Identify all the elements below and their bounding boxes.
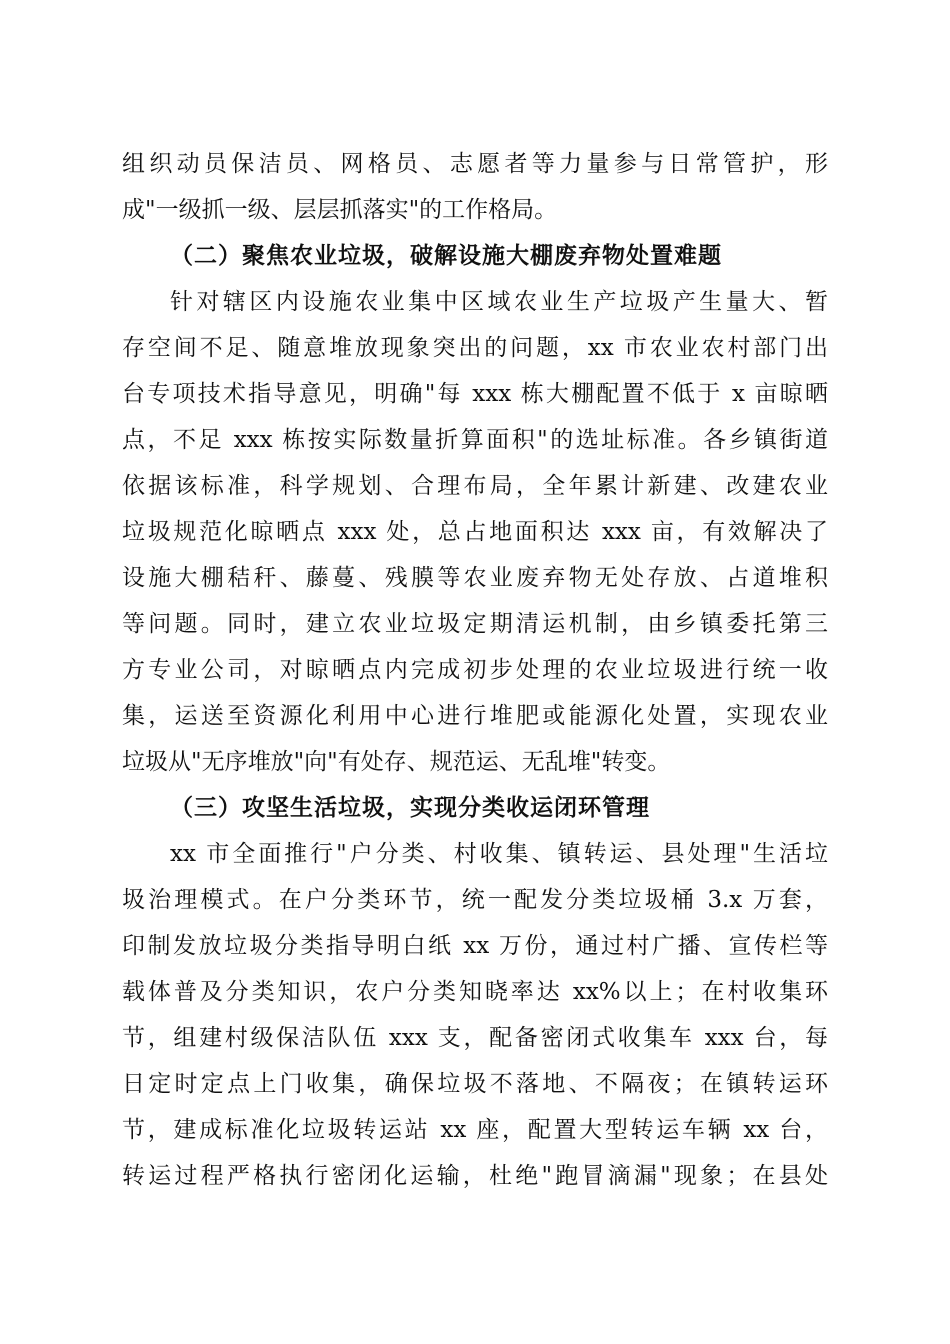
body-text-line: 转运过程严格执行密闭化运输，杜绝"跑冒滴漏"现象；在县处 bbox=[122, 1163, 828, 1189]
body-text-line: 依据该标准，科学规划、合理布局，全年累计新建、改建农业 bbox=[122, 473, 828, 499]
body-text-line: 节，组建村级保洁队伍 xxx 支，配备密闭式收集车 xxx 台，每 bbox=[122, 1025, 828, 1051]
body-text-line: 等问题。同时，建立农业垃圾定期清运机制，由乡镇委托第三 bbox=[122, 611, 828, 637]
body-text-line: 设施大棚秸秆、藤蔓、残膜等农业废弃物无处存放、占道堆积 bbox=[122, 565, 828, 591]
body-text-line: 集，运送至资源化利用中心进行堆肥或能源化处置，实现农业 bbox=[122, 703, 828, 729]
body-text-line: 载体普及分类知识，农户分类知晓率达 xx%以上；在村收集环 bbox=[122, 979, 828, 1005]
body-text-line: 节，建成标准化垃圾转运站 xx 座，配置大型转运车辆 xx 台， bbox=[122, 1117, 828, 1143]
section-heading-2: （二）聚焦农业垃圾，破解设施大棚废弃物处置难题 bbox=[170, 243, 722, 269]
paragraph-first-line: 针对辖区内设施农业集中区域农业生产垃圾产生量大、暂 bbox=[170, 289, 828, 315]
body-text-line: 方专业公司，对晾晒点内完成初步处理的农业垃圾进行统一收 bbox=[122, 657, 828, 683]
body-text-line: 印制发放垃圾分类指导明白纸 xx 万份，通过村广播、宣传栏等 bbox=[122, 933, 828, 959]
body-text-line: 台专项技术指导意见，明确"每 xxx 栋大棚配置不低于 x 亩晾晒 bbox=[122, 381, 828, 407]
body-text-line: 存空间不足、随意堆放现象突出的问题，xx 市农业农村部门出 bbox=[122, 335, 828, 361]
body-text-line: 垃圾从"无序堆放"向"有处存、规范运、无乱堆"转变。 bbox=[122, 749, 671, 775]
section-heading-3: （三）攻坚生活垃圾，实现分类收运闭环管理 bbox=[170, 795, 650, 821]
body-text-line: 点，不足 xxx 栋按实际数量折算面积"的选址标准。各乡镇街道 bbox=[122, 427, 828, 453]
body-text-line: 圾治理模式。在户分类环节，统一配发分类垃圾桶 3.x 万套， bbox=[122, 887, 828, 913]
body-text-line: 成"一级抓一级、层层抓落实"的工作格局。 bbox=[122, 197, 558, 223]
body-text-line: 垃圾规范化晾晒点 xxx 处，总占地面积达 xxx 亩，有效解决了 bbox=[122, 519, 828, 545]
body-text-line: 组织动员保洁员、网格员、志愿者等力量参与日常管护，形 bbox=[122, 151, 828, 177]
paragraph-first-line: xx 市全面推行"户分类、村收集、镇转运、县处理"生活垃 bbox=[170, 841, 828, 867]
body-text-line: 日定时定点上门收集，确保垃圾不落地、不隔夜；在镇转运环 bbox=[122, 1071, 828, 1097]
